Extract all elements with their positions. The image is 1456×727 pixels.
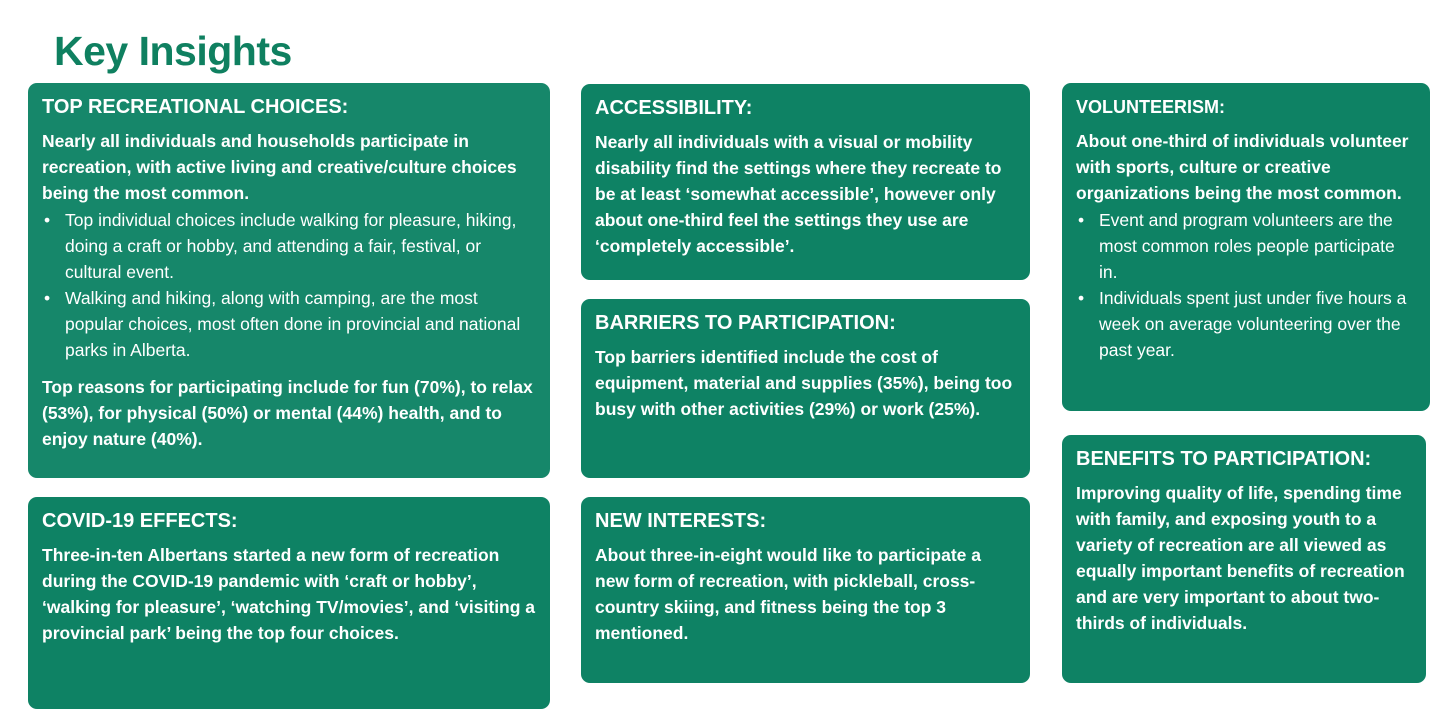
card-new-interests [581, 497, 1030, 683]
card-intro: About one-third of individuals volunteer with sports, culture or creative organizations being the most common. [1076, 131, 1409, 203]
card-heading: VOLUNTEERISM: [1076, 97, 1226, 117]
card-outro: Top reasons for participating include for fun (70%), to relax (53%), for physical (50%) or mental (44%) health, and to enjoy nature (40%). [42, 377, 533, 449]
card-accessibility [581, 84, 1030, 280]
card-intro: Nearly all individuals and households participate in recreation, with active living and creative/culture choices being the most common. [42, 131, 517, 203]
card-body: Top barriers identified include the cost of equipment, material and supplies (35%), being too busy with other activities (29%) or work (25%). [595, 347, 1013, 419]
list-item: • Event and program volunteers are the most common roles people participate in. [1099, 207, 1416, 285]
card-body: About three-in-eight would like to participate a new form of recreation, with pickleball, cross-country skiing, and fitness being the top 3 mentioned. [595, 545, 981, 643]
bullet-list [42, 207, 536, 363]
card-heading: COVID-19 EFFECTS: [42, 510, 238, 532]
card-heading: NEW INTERESTS: [595, 510, 767, 532]
card-benefits-to-participation [1062, 435, 1426, 683]
card-heading: ACCESSIBILITY: [595, 97, 753, 119]
page-title: Key Insights [54, 28, 292, 74]
list-item: • Walking and hiking, along with camping, are the most popular choices, most often done in provincial and national parks in Alberta. [65, 285, 536, 363]
card-heading: BENEFITS TO PARTICIPATION: [1076, 448, 1372, 470]
card-body: Improving quality of life, spending time with family, and exposing youth to a variety of recreation are all viewed as equally important benefits of recreation and are very important to about two-thirds of individuals. [1076, 483, 1405, 633]
card-volunteerism [1062, 83, 1430, 411]
card-top-recreational-choices [28, 83, 550, 478]
card-heading: BARRIERS TO PARTICIPATION: [595, 312, 896, 334]
card-heading: TOP RECREATIONAL CHOICES: [42, 96, 349, 118]
bullet-list [1076, 207, 1416, 363]
list-item: • Individuals spent just under five hours a week on average volunteering over the past year. [1099, 285, 1416, 363]
card-body: Three-in-ten Albertans started a new form of recreation during the COVID-19 pandemic with ‘craft or hobby’, ‘walking for pleasure’, ‘watching TV/movies’, and ‘visiting a provincial park’ being the top four choices. [42, 545, 536, 643]
card-covid-effects [28, 497, 550, 709]
card-body: Nearly all individuals with a visual or mobility disability find the settings where they recreate to be at least ‘somewhat accessible’, however only about one-third feel the settings they use are ‘completely accessible’. [595, 132, 1002, 256]
card-barriers-to-participation [581, 299, 1030, 478]
list-item: • Top individual choices include walking for pleasure, hiking, doing a craft or hobby, and attending a fair, festival, or cultural event. [65, 207, 536, 285]
